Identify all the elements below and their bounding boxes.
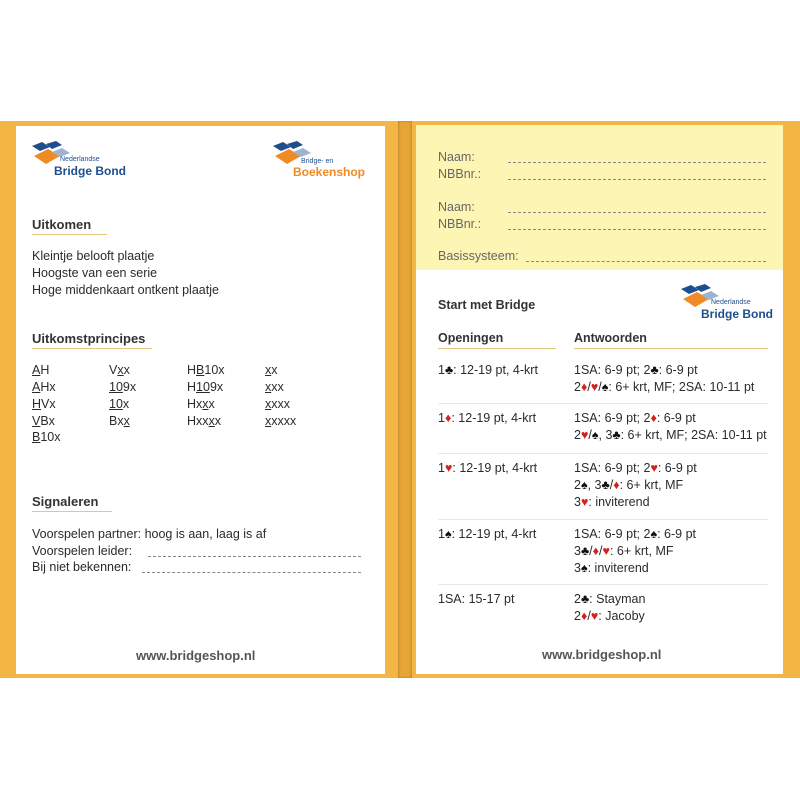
opening-bid: 1♣: 12-19 pt, 4-krt	[438, 363, 538, 377]
naam-label-1: Naam:	[438, 150, 475, 164]
niet-bekennen-field[interactable]	[142, 572, 361, 573]
start-met-bridge-title: Start met Bridge	[438, 298, 536, 312]
row-divider	[438, 519, 768, 520]
response-line: 2♦/♥/♠: 6+ krt, MF; 2SA: 10-11 pt	[574, 380, 755, 394]
opening-bid: 1♥: 12-19 pt, 4-krt	[438, 461, 538, 475]
principe-col4-item: xxx	[265, 380, 284, 394]
nbb-logo-line1: Nederlandse	[60, 156, 100, 163]
principe-col2-item: Bxx	[109, 414, 130, 428]
left-url: www.bridgeshop.nl	[136, 648, 256, 663]
suit-icon: ♣	[601, 478, 610, 492]
nbbnr-label-1: NBBnr.:	[438, 167, 482, 181]
suit-icon: ♠	[650, 527, 658, 541]
nbbnr-field-1[interactable]	[508, 179, 766, 180]
suit-icon: ♦	[592, 544, 600, 558]
response-line: 1SA: 6-9 pt; 2♠: 6-9 pt	[574, 527, 696, 541]
suit-icon: ♥	[444, 461, 453, 475]
response-line: 2♥/♠, 3♣: 6+ krt, MF; 2SA: 10-11 pt	[574, 428, 767, 442]
suit-icon: ♣	[444, 363, 454, 377]
response-line: 3♣/♦/♥: 6+ krt, MF	[574, 544, 674, 558]
suit-icon: ♣	[612, 428, 621, 442]
uitkomstprincipes-heading: Uitkomstprincipes	[32, 331, 146, 346]
suit-icon: ♠	[601, 380, 609, 394]
principe-col1-item: VBx	[32, 414, 55, 428]
principe-col2-item: 109x	[109, 380, 137, 394]
signaleren-rule	[32, 511, 112, 512]
suit-icon: ♥	[580, 428, 589, 442]
openingen-rule	[438, 348, 556, 349]
voorspelen-leider-field[interactable]	[148, 556, 361, 557]
boekenshop-logo	[273, 140, 373, 180]
suit-icon: ♠	[580, 478, 588, 492]
boekenshop-logo-line2: Boekenshop	[293, 165, 366, 179]
naam-field-1[interactable]	[508, 162, 766, 163]
response-line: 2♦/♥: Jacoby	[574, 609, 645, 623]
nbbnr-field-2[interactable]	[508, 229, 766, 230]
principe-col4-item: xxxx	[265, 397, 290, 411]
nbb-logo-right-line2: Bridge Bond	[701, 307, 773, 321]
principe-col3-item: Hxxx	[187, 397, 215, 411]
right-url: www.bridgeshop.nl	[542, 647, 662, 662]
principe-col2-item: 10x	[109, 397, 130, 411]
uitkomen-heading: Uitkomen	[32, 217, 92, 232]
row-divider	[438, 584, 768, 585]
principe-col4-item: xx	[265, 363, 278, 377]
principe-col2-item: Vxx	[109, 363, 130, 377]
suit-icon: ♣	[580, 592, 590, 606]
suit-icon: ♥	[590, 609, 599, 623]
suit-icon: ♥	[590, 380, 599, 394]
opening-bid: 1SA: 15-17 pt	[438, 592, 515, 606]
boekenshop-logo-line1: Bridge- en	[301, 158, 334, 165]
left-card	[16, 126, 385, 674]
opening-bid: 1♠: 12-19 pt, 4-krt	[438, 527, 537, 541]
nbb-logo-line2: Bridge Bond	[54, 164, 126, 178]
basissysteem-label: Basissysteem:	[438, 249, 519, 263]
suit-icon: ♦	[650, 411, 657, 425]
response-line: 3♠: inviterend	[574, 561, 649, 575]
right-card	[416, 125, 783, 674]
openingen-heading: Openingen	[438, 331, 504, 345]
suit-icon: ♥	[650, 461, 658, 475]
response-line: 1SA: 6-9 pt; 2♥: 6-9 pt	[574, 461, 697, 475]
suit-icon: ♠	[580, 561, 588, 575]
signaleren-line-2: Voorspelen leider:	[32, 544, 133, 558]
principe-col3-item: HB10x	[187, 363, 225, 377]
suit-icon: ♦	[444, 411, 452, 425]
opening-bid: 1♦: 12-19 pt, 4-krt	[438, 411, 537, 425]
suit-icon: ♠	[444, 527, 452, 541]
name-entry-box	[416, 125, 783, 270]
nbb-logo-right	[681, 283, 781, 323]
suit-icon: ♦	[580, 380, 588, 394]
suit-icon: ♣	[580, 544, 590, 558]
row-divider	[438, 453, 768, 454]
uitkomstprincipes-rule	[32, 348, 152, 349]
antwoorden-rule	[574, 348, 768, 349]
response-line: 2♣: Stayman	[574, 592, 646, 606]
principe-col3-item: Hxxxx	[187, 414, 222, 428]
uitkomen-line-2: Hoogste van een serie	[32, 266, 158, 280]
row-divider	[438, 403, 768, 404]
suit-icon: ♣	[650, 363, 659, 377]
response-line: 1SA: 6-9 pt; 2♣: 6-9 pt	[574, 363, 698, 377]
suit-icon: ♦	[613, 478, 620, 492]
folder-spine	[398, 121, 412, 678]
response-line: 1SA: 6-9 pt; 2♦: 6-9 pt	[574, 411, 696, 425]
uitkomen-rule	[32, 234, 107, 235]
suit-icon: ♥	[580, 495, 589, 509]
signaleren-line-3: Bij niet bekennen:	[32, 560, 132, 574]
uitkomen-line-1: Kleintje belooft plaatje	[32, 249, 155, 263]
nbb-logo	[32, 140, 142, 180]
suit-icon: ♥	[602, 544, 610, 558]
naam-label-2: Naam:	[438, 200, 475, 214]
suit-icon: ♠	[591, 428, 599, 442]
basissysteem-field[interactable]	[526, 261, 766, 262]
principe-col1-item: AH	[32, 363, 50, 377]
signaleren-heading: Signaleren	[32, 494, 99, 509]
nbb-logo-right-line1: Nederlandse	[711, 299, 751, 306]
principe-col1-item: AHx	[32, 380, 56, 394]
response-line: 2♠, 3♣/♦: 6+ krt, MF	[574, 478, 684, 492]
suit-icon: ♦	[580, 609, 588, 623]
principe-col3-item: H109x	[187, 380, 224, 394]
principe-col1-item: B10x	[32, 430, 61, 444]
nbbnr-label-2: NBBnr.:	[438, 217, 482, 231]
naam-field-2[interactable]	[508, 212, 766, 213]
antwoorden-heading: Antwoorden	[574, 331, 647, 345]
response-line: 3♥: inviterend	[574, 495, 650, 509]
uitkomen-line-3: Hoge middenkaart ontkent plaatje	[32, 283, 219, 297]
principe-col4-item: xxxxx	[265, 414, 297, 428]
signaleren-line-1: Voorspelen partner: hoog is aan, laag is af	[32, 527, 267, 541]
principe-col1-item: HVx	[32, 397, 56, 411]
